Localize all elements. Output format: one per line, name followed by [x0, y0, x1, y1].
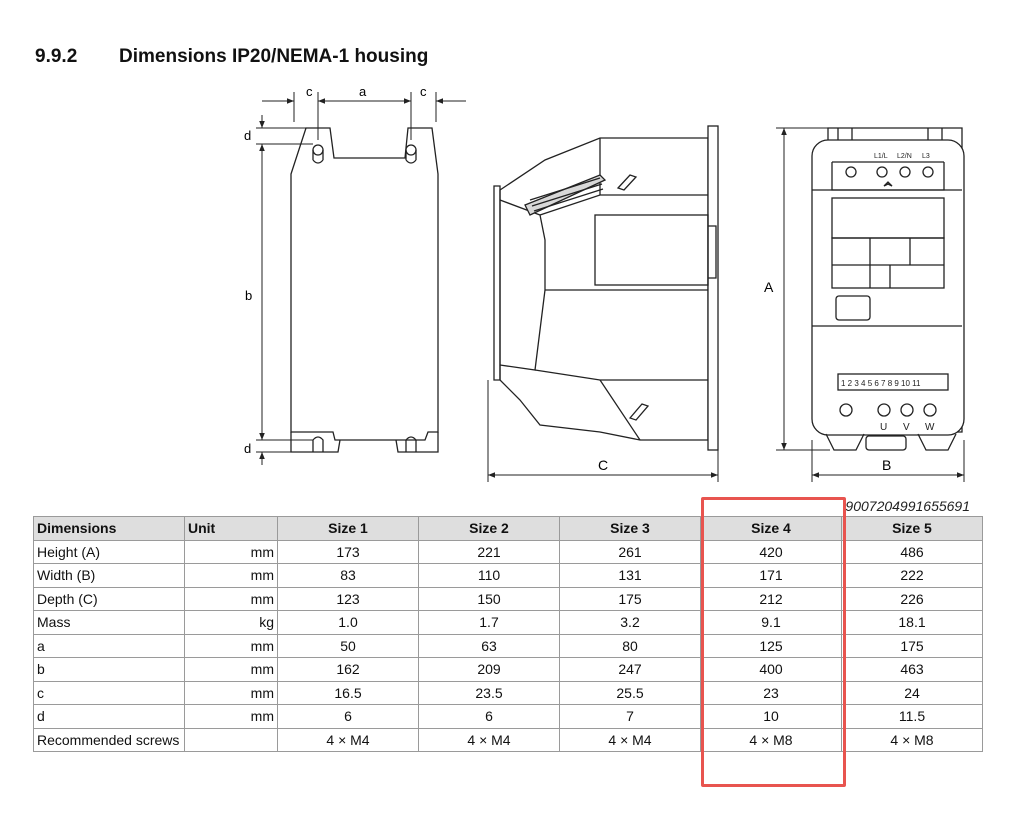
- dimensions-table: [33, 516, 983, 752]
- row-unit: mm: [185, 658, 278, 682]
- front-view-drawing: [812, 128, 964, 450]
- cell-size-3: 25.5: [560, 681, 701, 705]
- side-view-drawing: [494, 126, 718, 450]
- cell-size-3: 80: [560, 634, 701, 658]
- cell-size-4: 10: [701, 705, 842, 729]
- header-size-2: Size 2: [419, 517, 560, 541]
- row-label: c: [34, 681, 185, 705]
- terminal-label-l3: L3: [922, 153, 930, 160]
- cell-size-3: 3.2: [560, 611, 701, 635]
- table-header-row: [34, 517, 983, 541]
- dim-label-c-right: c: [420, 84, 427, 99]
- cell-size-5: 226: [842, 587, 983, 611]
- header-dimensions: Dimensions: [34, 517, 185, 541]
- row-unit: mm: [185, 540, 278, 564]
- cell-size-2: 4 × M4: [419, 728, 560, 752]
- dim-label-a: a: [359, 84, 367, 99]
- table-row: [34, 587, 983, 611]
- rear-view-drawing: [291, 128, 438, 452]
- section-title: Dimensions IP20/NEMA-1 housing: [119, 46, 429, 67]
- cell-size-2: 150: [419, 587, 560, 611]
- header-size-5: Size 5: [842, 517, 983, 541]
- cell-size-1: 83: [278, 564, 419, 588]
- cell-size-5: 175: [842, 634, 983, 658]
- row-unit: mm: [185, 681, 278, 705]
- cell-size-4: 125: [701, 634, 842, 658]
- cell-size-1: 4 × M4: [278, 728, 419, 752]
- table-row: [34, 705, 983, 729]
- cell-size-5: 24: [842, 681, 983, 705]
- cell-size-3: 4 × M4: [560, 728, 701, 752]
- table-body: [34, 540, 983, 752]
- cell-size-1: 162: [278, 658, 419, 682]
- motor-terminal-u: U: [880, 422, 888, 433]
- table-row: [34, 634, 983, 658]
- dim-label-B: B: [882, 457, 892, 473]
- dim-label-d-top: d: [244, 128, 252, 143]
- row-label: d: [34, 705, 185, 729]
- header-unit: Unit: [185, 517, 278, 541]
- terminal-label-l1: L1/L: [874, 153, 888, 160]
- table-row: [34, 611, 983, 635]
- cell-size-2: 63: [419, 634, 560, 658]
- control-terminal-numbers: 1 2 3 4 5 6 7 8 9 10 11: [841, 379, 921, 388]
- dim-label-b: b: [245, 288, 253, 303]
- table-row: [34, 564, 983, 588]
- motor-terminal-v: V: [903, 422, 910, 433]
- cell-size-5: 222: [842, 564, 983, 588]
- cell-size-4: 9.1: [701, 611, 842, 635]
- cell-size-4: 212: [701, 587, 842, 611]
- row-unit: kg: [185, 611, 278, 635]
- cell-size-3: 131: [560, 564, 701, 588]
- section-number: 9.9.2: [35, 46, 78, 67]
- row-label: Height (A): [34, 540, 185, 564]
- cell-size-4: 171: [701, 564, 842, 588]
- cell-size-1: 6: [278, 705, 419, 729]
- dim-label-c-left: c: [306, 84, 313, 99]
- header-size-4: Size 4: [701, 517, 842, 541]
- row-label: b: [34, 658, 185, 682]
- table-row: [34, 540, 983, 564]
- cell-size-1: 16.5: [278, 681, 419, 705]
- table-row: [34, 681, 983, 705]
- cell-size-3: 7: [560, 705, 701, 729]
- cell-size-5: 4 × M8: [842, 728, 983, 752]
- row-label: Width (B): [34, 564, 185, 588]
- row-label: a: [34, 634, 185, 658]
- motor-terminal-w: W: [925, 422, 935, 433]
- row-unit: [185, 728, 278, 752]
- cell-size-5: 18.1: [842, 611, 983, 635]
- table-row: [34, 658, 983, 682]
- cell-size-5: 486: [842, 540, 983, 564]
- row-unit: mm: [185, 705, 278, 729]
- cell-size-4: 4 × M8: [701, 728, 842, 752]
- cell-size-1: 123: [278, 587, 419, 611]
- dim-label-C: C: [598, 457, 609, 473]
- cell-size-2: 23.5: [419, 681, 560, 705]
- row-unit: mm: [185, 587, 278, 611]
- cell-size-3: 261: [560, 540, 701, 564]
- cell-size-1: 173: [278, 540, 419, 564]
- dim-label-d-bottom: d: [244, 441, 252, 456]
- cell-size-5: 463: [842, 658, 983, 682]
- cell-size-4: 23: [701, 681, 842, 705]
- cell-size-3: 175: [560, 587, 701, 611]
- cell-size-1: 1.0: [278, 611, 419, 635]
- cell-size-2: 221: [419, 540, 560, 564]
- terminal-label-l2: L2/N: [897, 153, 912, 160]
- cell-size-2: 1.7: [419, 611, 560, 635]
- row-label: Recommended screws: [34, 728, 185, 752]
- figure-id: 9007204991655691: [845, 498, 970, 514]
- header-size-1: Size 1: [278, 517, 419, 541]
- row-label: Mass: [34, 611, 185, 635]
- cell-size-4: 420: [701, 540, 842, 564]
- cell-size-2: 6: [419, 705, 560, 729]
- dim-label-A: A: [764, 279, 774, 295]
- cell-size-5: 11.5: [842, 705, 983, 729]
- table-row: [34, 728, 983, 752]
- row-unit: mm: [185, 564, 278, 588]
- cell-size-4: 400: [701, 658, 842, 682]
- row-label: Depth (C): [34, 587, 185, 611]
- cell-size-2: 110: [419, 564, 560, 588]
- header-size-3: Size 3: [560, 517, 701, 541]
- cell-size-2: 209: [419, 658, 560, 682]
- cell-size-3: 247: [560, 658, 701, 682]
- row-unit: mm: [185, 634, 278, 658]
- cell-size-1: 50: [278, 634, 419, 658]
